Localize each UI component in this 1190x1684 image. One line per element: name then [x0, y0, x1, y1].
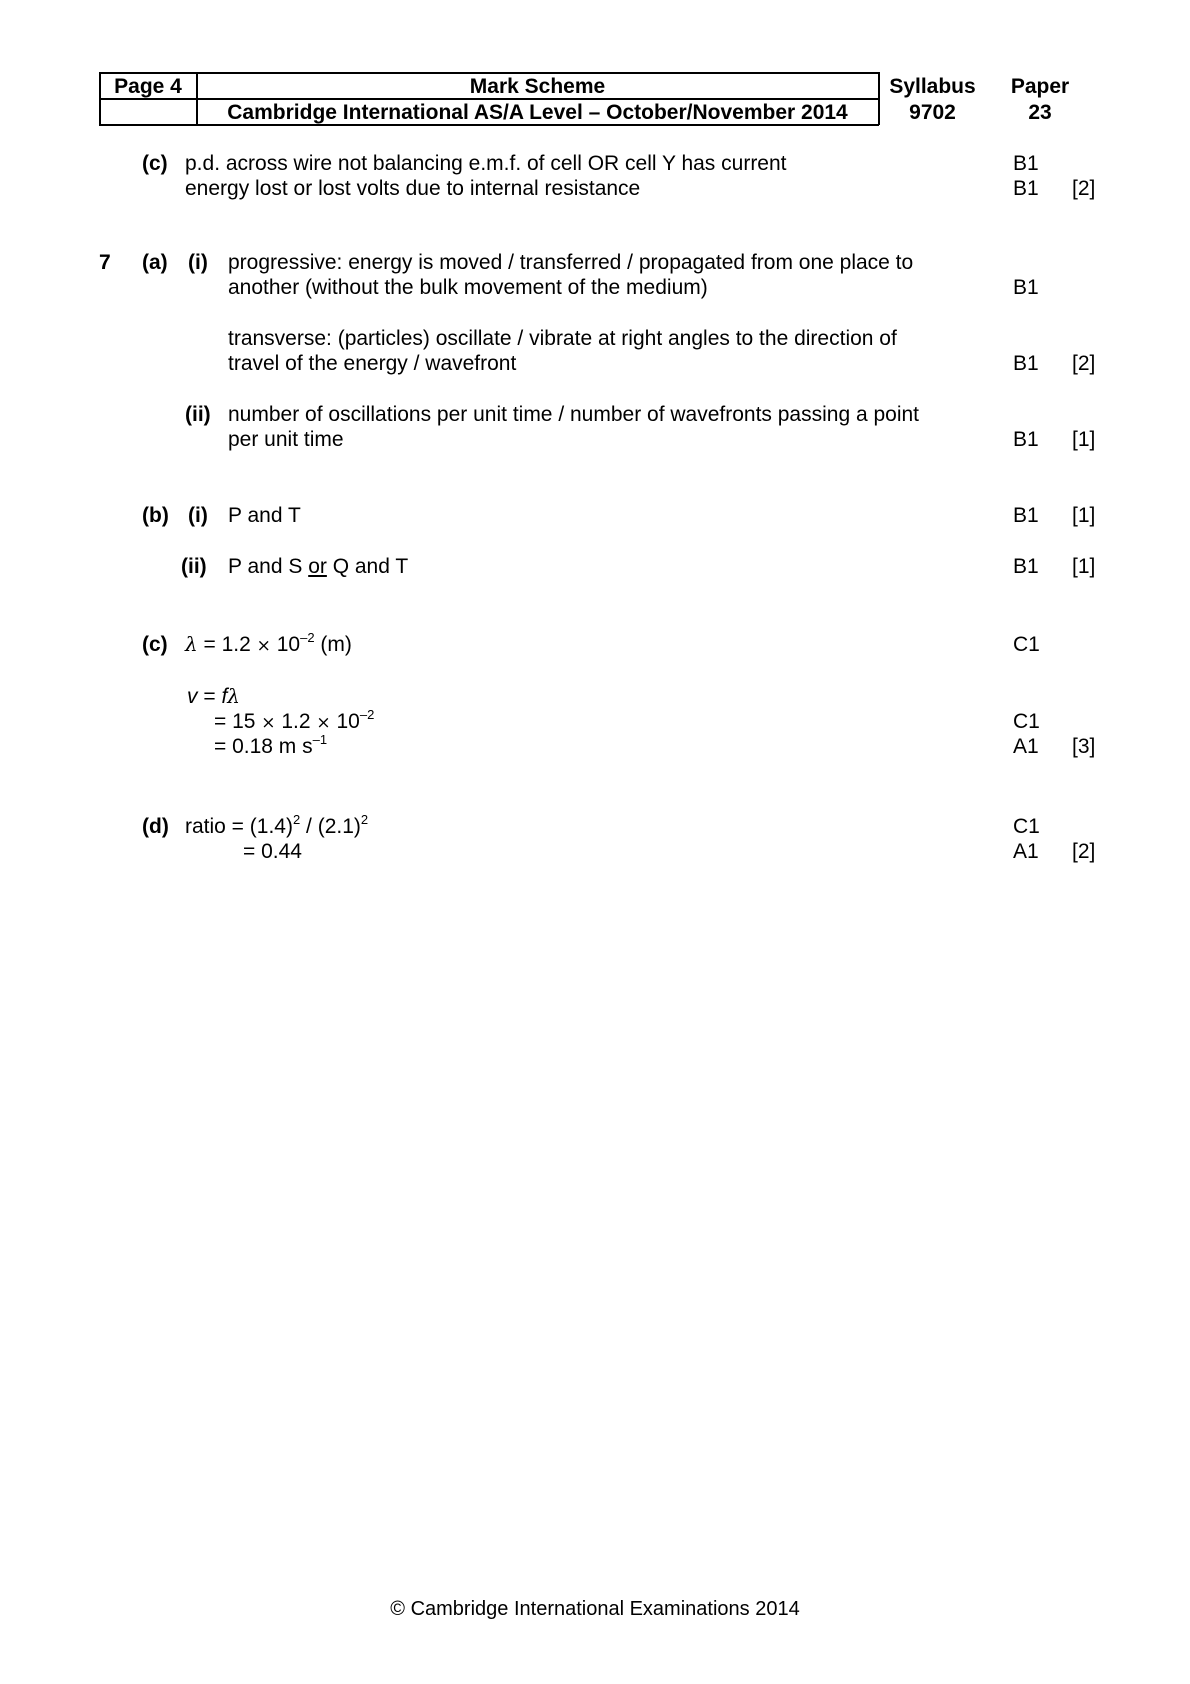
part-label: (c)	[142, 633, 168, 656]
calc-line: = $15 \times 1.2 \times 10^{-2}$	[214, 707, 375, 733]
part-label: (d)	[142, 815, 169, 838]
mark: B1	[1013, 504, 1039, 527]
answer-line: transverse: (particles) oscillate / vibrate at right angles to the direction of	[228, 327, 897, 350]
mark: C1	[1013, 710, 1040, 733]
answer-line: P and T	[228, 504, 301, 527]
paper-label: Paper	[1010, 75, 1070, 98]
subpart-label: (i)	[188, 251, 208, 274]
mark: A1	[1013, 840, 1039, 863]
answer-line: p.d. across wire not balancing e.m.f. of cell OR cell Y has current	[185, 152, 787, 175]
question-number: 7	[99, 251, 111, 274]
mark: B1	[1013, 152, 1039, 175]
part-label: (c)	[142, 152, 168, 175]
mark: C1	[1013, 815, 1040, 838]
answer-line: P and S or Q and T	[228, 555, 409, 578]
subpart-label: (ii)	[181, 555, 207, 578]
syllabus-label: Syllabus	[889, 75, 976, 98]
answer-line: progressive: energy is moved / transferred / propagated from one place to	[228, 251, 914, 274]
total-marks: [1]	[1072, 428, 1096, 451]
exam-title: Cambridge International AS/A Level – October/November 2014	[227, 101, 848, 124]
ratio-result: = 0.44	[243, 840, 302, 863]
mark: B1	[1013, 177, 1039, 200]
total-marks: [2]	[1072, 840, 1096, 863]
mark-scheme-title: Mark Scheme	[469, 75, 606, 98]
ratio-equation: ratio = $(1.4)^2 / (2.1)^2$	[185, 812, 369, 838]
syllabus-code: 9702	[909, 101, 956, 124]
mark: C1	[1013, 633, 1040, 656]
total-marks: [1]	[1072, 504, 1096, 527]
total-marks: [2]	[1072, 177, 1096, 200]
paper-number: 23	[1028, 101, 1052, 124]
total-marks: [1]	[1072, 555, 1096, 578]
answer-line: energy lost or lost volts due to internal resistance	[185, 177, 641, 200]
answer-line: number of oscillations per unit time / number of wavefronts passing a point	[228, 403, 920, 426]
mark: B1	[1013, 276, 1039, 299]
mark: B1	[1013, 428, 1039, 451]
answer-line: another (without the bulk movement of the medium)	[228, 276, 708, 299]
total-marks: [3]	[1072, 735, 1096, 758]
part-label: (b)	[142, 504, 169, 527]
answer-line: per unit time	[228, 428, 344, 451]
total-marks: [2]	[1072, 352, 1096, 375]
subpart-label: (i)	[188, 504, 208, 527]
subpart-label: (ii)	[185, 403, 211, 426]
copyright-footer: © Cambridge International Examinations 2014	[390, 1598, 800, 1620]
part-label: (a)	[142, 251, 168, 274]
mark: A1	[1013, 735, 1039, 758]
answer-line: travel of the energy / wavefront	[228, 352, 517, 375]
page-number: Page 4	[114, 75, 182, 98]
calc-line: = 0.18 m $s^{-1}$	[214, 732, 328, 758]
wavelength-equation: $\lambda = 1.2 \times 10^{-2}$ (m)	[185, 630, 352, 656]
speed-equation: v = fλ	[187, 684, 240, 708]
mark: B1	[1013, 352, 1039, 375]
mark: B1	[1013, 555, 1039, 578]
